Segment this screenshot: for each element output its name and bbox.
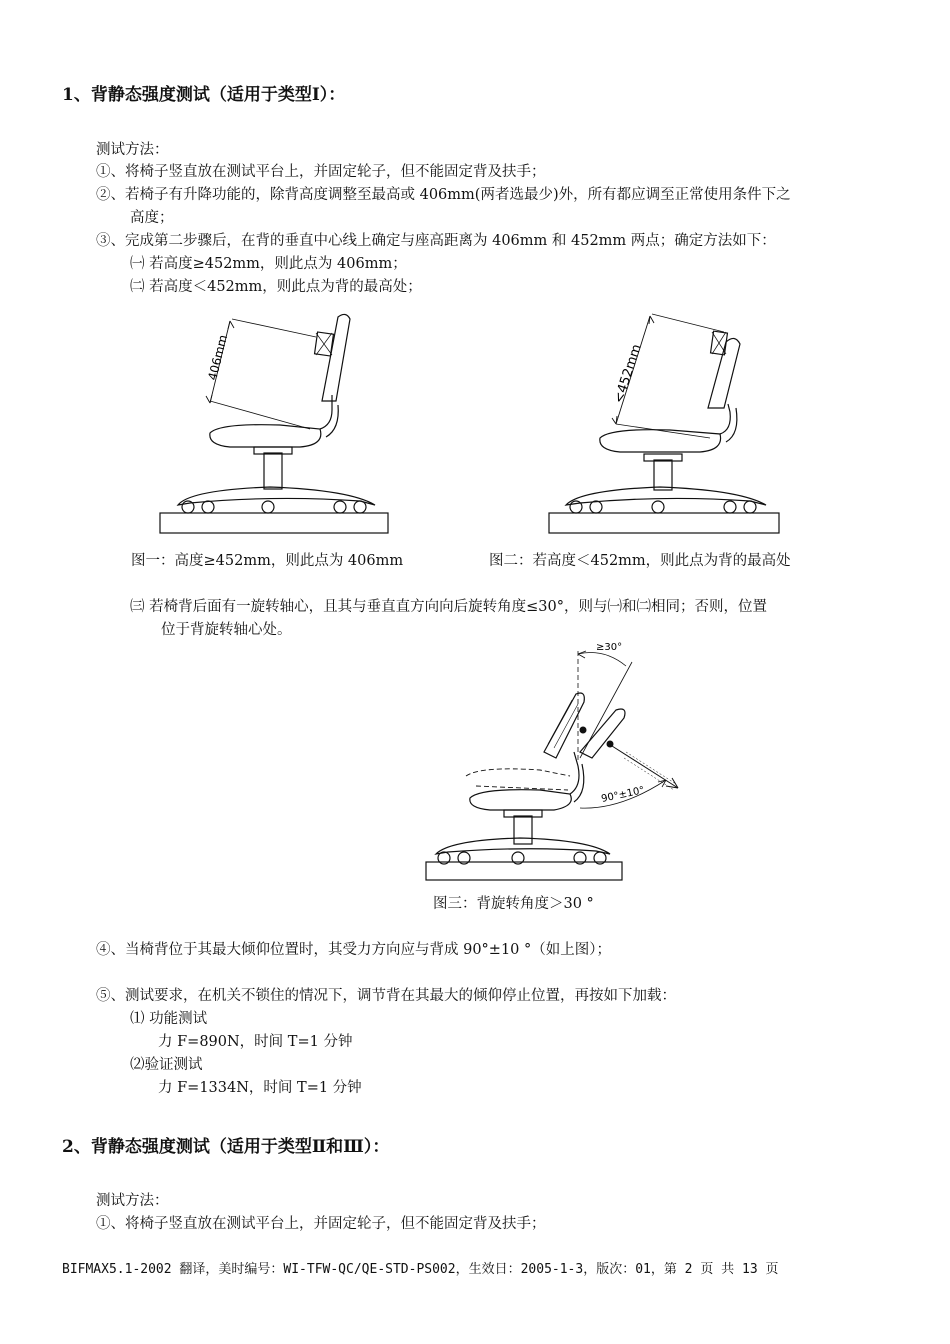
fig3-force-label: 90°±10° bbox=[600, 785, 646, 805]
figure3-back-rotation-diagram bbox=[420, 640, 700, 890]
step-4: ④、当椅背位于其最大倾仰位置时，其受力方向应与背成 90°±10 °（如上图）； bbox=[96, 942, 612, 958]
fig1-backrest bbox=[322, 314, 350, 401]
fig2-backrest bbox=[708, 338, 740, 408]
step-2: ②、若椅子有升降功能的，除背高度调整至最高或 406mm(两者选最少)外，所有都应调至正常使用条件下之 bbox=[96, 187, 791, 203]
fig3-angle-label: ≥30° bbox=[596, 642, 623, 653]
figure1-chair-diagram bbox=[150, 305, 400, 540]
figure2-chair-diagram bbox=[540, 300, 790, 540]
page-footer: BIFMAX5.1-2002 翻译，美时编号：WI-TFW-QC/QE-STD-PS002，生效日：2005-1-3，版次：01，第 2 页 共 13 页 bbox=[62, 1262, 779, 1277]
fig1-base-legs bbox=[178, 487, 375, 505]
fig3-force-arrow bbox=[612, 746, 678, 788]
figure3-caption: 图三：背旋转角度＞30 ° bbox=[433, 896, 594, 912]
figure2-caption: 图二：若高度＜452mm，则此点为背的最高处 bbox=[489, 553, 791, 569]
test2-label: ⑵验证测试 bbox=[130, 1057, 203, 1073]
fig2-platform bbox=[549, 513, 779, 533]
fig2-dimension-label: <452mm bbox=[611, 342, 645, 406]
section2-heading: 2、背静态强度测试（适用于类型Ⅱ和Ⅲ）： bbox=[62, 1137, 390, 1157]
item3-line2: 位于背旋转轴心处。 bbox=[161, 622, 292, 638]
fig3-column bbox=[514, 816, 532, 844]
fig1-platform bbox=[160, 513, 388, 533]
figure1-caption: 图一：高度≥452mm，则此点为 406mm bbox=[131, 553, 404, 569]
fig1-seat bbox=[210, 425, 321, 447]
step-1: ①、将椅子竖直放在测试平台上，并固定轮子，但不能固定背及扶手； bbox=[96, 164, 546, 180]
step-5: ⑤、测试要求，在机关不锁住的情况下，调节背在其最大的倾仰停止位置，再按如下加载： bbox=[96, 988, 676, 1004]
fig1-dimension-label: 406mm bbox=[205, 333, 231, 382]
sub-item-2: ㈡ 若高度＜452mm，则此点为背的最高处； bbox=[130, 279, 422, 295]
fig2-column bbox=[654, 460, 672, 490]
fig3-seat bbox=[470, 790, 571, 810]
section2-method-label: 测试方法： bbox=[96, 1193, 169, 1209]
fig1-column bbox=[264, 453, 282, 489]
method-label: 测试方法： bbox=[96, 142, 169, 158]
fig3-load-point bbox=[607, 741, 614, 748]
test1-label: ⑴ 功能测试 bbox=[130, 1011, 208, 1027]
sub-item-1: ㈠ 若高度≥452mm，则此点为 406mm； bbox=[130, 256, 407, 272]
fig3-platform bbox=[426, 862, 622, 880]
test1-value: 力 F=890N，时间 T=1 分钟 bbox=[158, 1034, 353, 1050]
item3-line1: ㈢ 若椅背后面有一旋转轴心，且其与垂直直方向向后旋转角度≤30°，则与㈠和㈡相同；否则，位置 bbox=[130, 599, 767, 615]
step-3: ③、完成第二步骤后，在背的垂直中心线上确定与座高距离为 406mm 和 452mm 两点；确定方法如下： bbox=[96, 233, 776, 249]
fig2-seat bbox=[600, 430, 721, 452]
step-2-cont: 高度； bbox=[130, 210, 174, 226]
test2-value: 力 F=1334N，时间 T=1 分钟 bbox=[158, 1080, 362, 1096]
fig3-pivot-point bbox=[580, 727, 587, 734]
section2-step-1: ①、将椅子竖直放在测试平台上，并固定轮子，但不能固定背及扶手； bbox=[96, 1216, 546, 1232]
section1-heading: 1、背静态强度测试（适用于类型Ⅰ）： bbox=[62, 85, 346, 105]
